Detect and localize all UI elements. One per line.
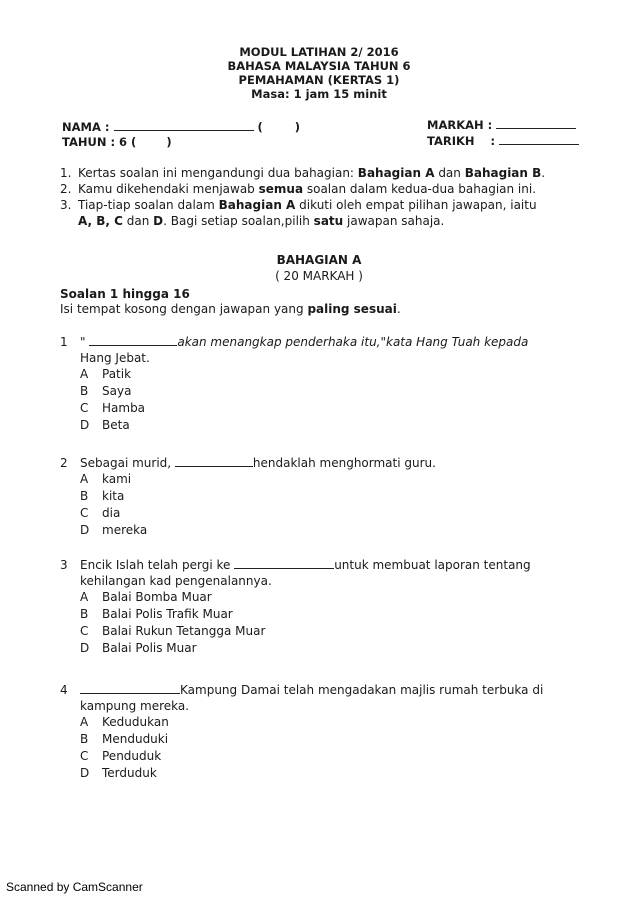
subject-title: BAHASA MALAYSIA TAHUN 6 xyxy=(227,59,411,73)
option-b: B kita xyxy=(80,489,125,503)
date-field xyxy=(427,134,579,148)
name-label: NAMA : xyxy=(62,120,110,134)
question-range: Soalan 1 hingga 16 xyxy=(60,287,190,301)
option-c: C Balai Rukun Tetangga Muar xyxy=(80,624,266,638)
option-c: C Hamba xyxy=(80,401,146,415)
marks-field xyxy=(427,118,576,132)
question-number: 3 xyxy=(60,558,68,572)
question-4: 4 Kampung Damai telah mengadakan majlis rumah terbuka di kampung mereka. A Kedudukan B Menduduki C Penduduk D Terduduk xyxy=(60,682,600,782)
option-d: D Balai Polis Muar xyxy=(80,641,197,655)
option-b: B Balai Polis Trafik Muar xyxy=(80,607,233,621)
answer-blank xyxy=(80,683,180,694)
module-title: MODUL LATIHAN 2/ 2016 xyxy=(239,45,399,59)
section-title: BAHAGIAN A xyxy=(276,253,362,267)
option-c: C Penduduk xyxy=(80,749,162,763)
option-d: D Beta xyxy=(80,418,130,432)
question-continuation: kampung mereka. xyxy=(80,699,190,713)
question-number: 2 xyxy=(60,456,68,470)
question-number: 4 xyxy=(60,683,68,697)
option-a: A kami xyxy=(80,472,132,486)
marks-label: MARKAH : xyxy=(427,118,493,132)
year-close: ) xyxy=(166,135,172,149)
question-continuation: kehilangan kad pengenalannya. xyxy=(80,574,272,588)
instructions xyxy=(60,165,620,229)
instruction-item: 3. Tiap-tiap soalan dalam Bahagian A dikuti oleh empat pilihan jawapan, iaitu xyxy=(60,198,537,212)
date-label: TARIKH : xyxy=(427,134,496,148)
question-continuation: Hang Jebat. xyxy=(80,351,150,365)
answer-blank xyxy=(89,335,177,346)
instruction-item: 1. Kertas soalan ini mengandungi dua bahagian: Bahagian A dan Bahagian B. xyxy=(60,166,546,180)
option-a: A Kedudukan xyxy=(80,715,169,729)
question-1: 1 " akan menangkap penderhaka itu,"kata Hang Tuah kepada Hang Jebat. A Patik B Saya C Hamba D Beta xyxy=(60,334,600,434)
section-instruction: Isi tempat kosong dengan jawapan yang paling sesuai. xyxy=(60,302,401,316)
option-b: B Saya xyxy=(80,384,132,398)
scanner-watermark: Scanned by CamScanner xyxy=(6,880,143,894)
question-2: 2 Sebagai murid, hendaklah menghormati guru. A kami B kita C dia D mereka xyxy=(60,455,600,539)
option-d: D Terduduk xyxy=(80,766,157,780)
date-blank xyxy=(499,134,579,145)
answer-blank xyxy=(175,456,253,467)
paper-title: PEMAHAMAN (KERTAS 1) xyxy=(238,73,400,87)
option-d: D mereka xyxy=(80,523,148,537)
name-field xyxy=(62,120,300,134)
year-field xyxy=(62,135,172,149)
option-a: A Balai Bomba Muar xyxy=(80,590,212,604)
question-number: 1 xyxy=(60,335,68,349)
year-label: TAHUN : 6 ( xyxy=(62,135,137,149)
section-marks: ( 20 MARKAH ) xyxy=(275,269,363,283)
option-c: C dia xyxy=(80,506,121,520)
option-b: B Menduduki xyxy=(80,732,169,746)
time-allowed: Masa: 1 jam 15 minit xyxy=(251,87,387,101)
name-blank xyxy=(114,120,254,131)
name-class-paren: ( ) xyxy=(257,120,301,134)
instruction-item: 2. Kamu dikehendaki menjawab semua soalan dalam kedua-dua bahagian ini. xyxy=(60,182,537,196)
marks-blank xyxy=(496,118,576,129)
instruction-item-continued: A, B, C dan D. Bagi setiap soalan,pilih satu jawapan sahaja. xyxy=(78,214,445,228)
answer-blank xyxy=(234,558,334,569)
option-a: A Patik xyxy=(80,367,132,381)
question-3: 3 Encik Islah telah pergi ke untuk membuat laporan tentang kehilangan kad pengenalannya. A Balai Bomba Muar B Balai Polis Trafik Muar C Balai Rukun Tetangga Muar D Balai Polis Muar xyxy=(60,557,600,657)
